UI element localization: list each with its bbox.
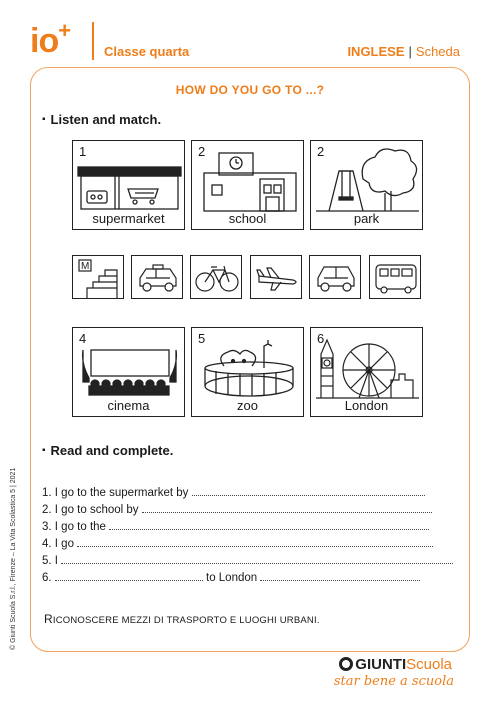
brand-g-icon (339, 657, 353, 671)
brand-scuola: Scuola (406, 656, 452, 673)
answer-blank[interactable] (61, 554, 453, 564)
place-number: 6 (317, 331, 325, 346)
objective-text: ICONOSCERE MEZZI DI TRASPORTO E LUOGHI URBANI. (52, 615, 320, 626)
brand-name: GIUNTI (355, 656, 407, 673)
bicycle-icon (191, 256, 243, 300)
place-number: 5 (198, 331, 206, 346)
place-card-zoo (191, 327, 304, 417)
place-number: 4 (79, 331, 87, 346)
giunti-scuola-logo (339, 656, 452, 673)
place-caption: zoo (237, 398, 258, 413)
place-card-park (310, 140, 423, 230)
place-number: 1 (79, 144, 87, 159)
transport-car (309, 255, 361, 299)
logo-text: io (30, 22, 59, 60)
sentence-text: 6. (42, 572, 52, 584)
place-card-school (191, 140, 304, 230)
sentence-text: 5. I (42, 555, 58, 567)
logo-plus: + (58, 18, 71, 43)
place-card-london (310, 327, 423, 417)
brand-slogan: star bene a scuola (333, 674, 454, 689)
sentence-5 (42, 554, 453, 567)
task-read-complete (42, 443, 173, 458)
answer-blank[interactable] (109, 520, 429, 530)
answer-blank[interactable] (142, 503, 432, 513)
place-caption: cinema (107, 398, 150, 413)
worksheet-title: HOW DO YOU GO TO ...? (175, 83, 325, 97)
transport-bicycle (190, 255, 242, 299)
underground-letter: M (81, 261, 90, 272)
sentence-text: 2. I go to school by (42, 504, 139, 516)
place-caption: London (344, 398, 389, 413)
place-caption: park (353, 211, 380, 226)
answer-blank[interactable] (77, 537, 433, 547)
sentence-text: 3. I go to the (42, 521, 106, 533)
task-bullet: ▪ (42, 445, 46, 456)
sentence-text: to London (206, 572, 258, 584)
task-label: Listen and match. (50, 112, 162, 127)
copyright-notice: © Giunti Scuola S.r.l., Firenze – La Vita Scolastica 5 | 2021 (10, 467, 17, 650)
place-number: 2 (198, 144, 206, 159)
objective-initial: R (44, 612, 53, 626)
task-listen-match (42, 112, 161, 127)
plane-icon (251, 256, 303, 300)
transport-plane (250, 255, 302, 299)
taxi-icon (132, 256, 184, 300)
subject-label (347, 44, 460, 59)
subject-separator: | (408, 44, 412, 59)
learning-objective (44, 612, 320, 626)
sentence-text: 4. I go (42, 538, 74, 550)
task-label: Read and complete. (50, 443, 174, 458)
sentence-2 (42, 503, 432, 516)
place-number: 2 (317, 144, 325, 159)
sentence-4 (42, 537, 433, 550)
place-caption: school (228, 211, 267, 226)
bus-icon (370, 256, 422, 300)
sentence-text: 1. I go to the supermarket by (42, 487, 189, 499)
answer-blank[interactable] (260, 571, 420, 581)
sentence-6 (42, 571, 420, 584)
transport-bus (369, 255, 421, 299)
underground-icon (73, 256, 125, 300)
transport-underground (72, 255, 124, 299)
sentence-1 (42, 486, 425, 499)
subject-name: INGLESE (347, 44, 405, 59)
place-caption: supermarket (92, 211, 165, 226)
io-plus-logo (30, 18, 71, 60)
place-card-cinema (72, 327, 185, 417)
header-divider (92, 22, 94, 60)
sentence-3 (42, 520, 429, 533)
car-icon (310, 256, 362, 300)
answer-blank[interactable] (192, 486, 425, 496)
place-card-supermarket (72, 140, 185, 230)
transport-taxi (131, 255, 183, 299)
task-bullet: ▪ (42, 114, 46, 125)
answer-blank[interactable] (55, 571, 203, 581)
sheet-label: Scheda (415, 44, 460, 59)
grade-label: Classe quarta (104, 44, 190, 59)
